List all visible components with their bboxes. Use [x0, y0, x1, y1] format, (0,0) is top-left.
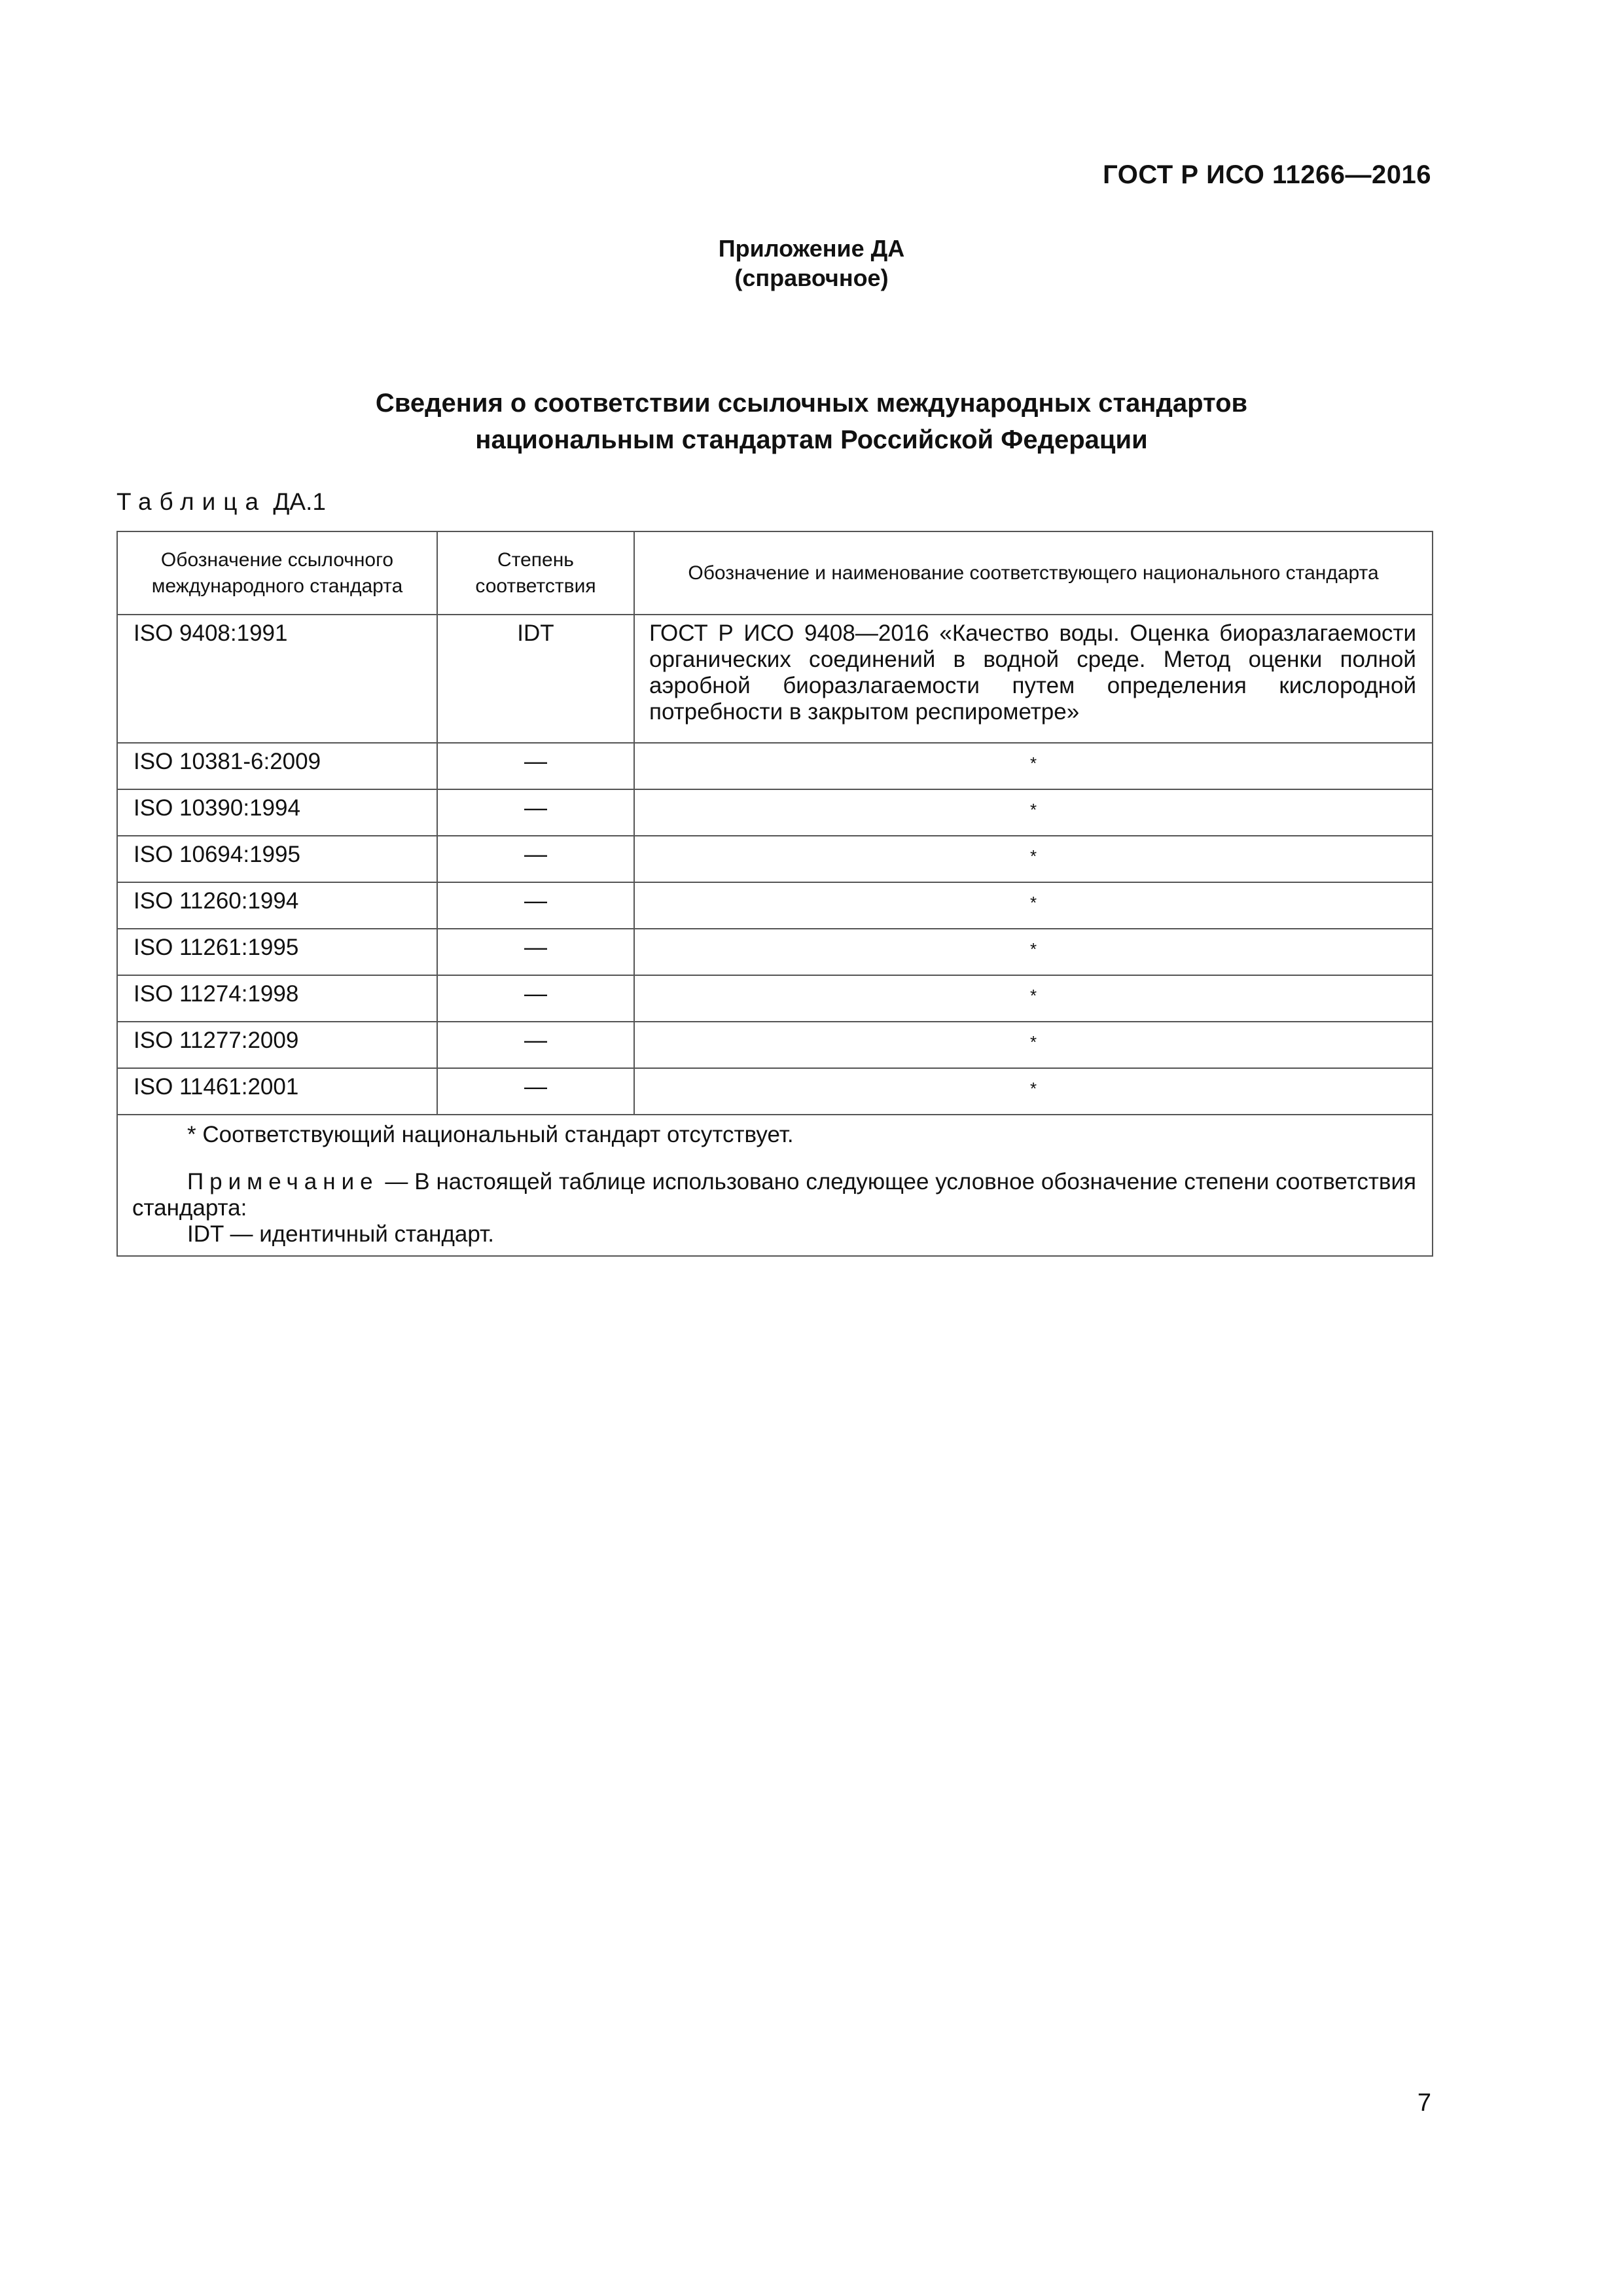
cell-degree: IDT [437, 615, 634, 743]
cell-code: ISO 10381-6:2009 [117, 743, 437, 789]
appendix-title: Приложение ДА [718, 235, 905, 262]
missing-marker: * [1029, 1032, 1037, 1052]
page-number: 7 [1417, 2089, 1431, 2117]
table-row [117, 1068, 1433, 1115]
cell-code: ISO 11261:1995 [117, 929, 437, 975]
cell-degree: — [437, 743, 634, 789]
cell-degree: — [437, 1022, 634, 1068]
cell-degree: — [437, 1068, 634, 1115]
table-caption-number: ДА.1 [273, 488, 326, 515]
document-code: ГОСТ Р ИСО 11266—2016 [1103, 160, 1431, 189]
note-label: Примечание [187, 1169, 379, 1194]
cell-degree: — [437, 975, 634, 1022]
cell-national [634, 975, 1433, 1022]
missing-marker: * [1029, 753, 1037, 773]
section-title [0, 385, 1623, 458]
footnote: * Соответствующий национальный стандарт отсутствует. [187, 1122, 794, 1147]
table-caption [116, 487, 326, 517]
cell-code: ISO 10390:1994 [117, 789, 437, 836]
header-degree: Степень соответствия [437, 531, 634, 615]
table-row [117, 882, 1433, 929]
table-header-row [117, 531, 1433, 615]
appendix-type: (справочное) [734, 264, 889, 291]
cell-code: ISO 10694:1995 [117, 836, 437, 882]
cell-code: ISO 11277:2009 [117, 1022, 437, 1068]
cell-code: ISO 11260:1994 [117, 882, 437, 929]
section-title-line-1: Сведения о соответствии ссылочных международных стандартов [375, 389, 1248, 418]
cell-national: ГОСТ Р ИСО 9408—2016 «Качество воды. Оценка биоразлагаемости органических соединений в водной среде. Метод оценки полной аэробной биоразлагаемости путем определения кислородной потребности в закрытом респирометре» [634, 615, 1433, 743]
missing-marker: * [1029, 893, 1037, 912]
missing-marker: * [1029, 939, 1037, 959]
table-row [117, 975, 1433, 1022]
cell-degree: — [437, 836, 634, 882]
table-row [117, 1022, 1433, 1068]
section-title-line-2: национальным стандартам Российской Федерации [475, 425, 1148, 454]
missing-marker: * [1029, 1079, 1037, 1098]
correspondence-table [116, 531, 1433, 1257]
table-row [117, 615, 1433, 743]
cell-national [634, 882, 1433, 929]
table-row [117, 836, 1433, 882]
cell-degree: — [437, 929, 634, 975]
table-row [117, 789, 1433, 836]
table-footer-row [117, 1115, 1433, 1256]
cell-national [634, 1068, 1433, 1115]
cell-national [634, 743, 1433, 789]
header-national-standard: Обозначение и наименование соответствующего национального стандарта [634, 531, 1433, 615]
header-international-code: Обозначение ссылочного международного стандарта [117, 531, 437, 615]
appendix-heading [0, 234, 1623, 293]
note-idt-definition: IDT — идентичный стандарт. [187, 1221, 494, 1247]
missing-marker: * [1029, 846, 1037, 866]
table-row [117, 743, 1433, 789]
cell-code: ISO 11461:2001 [117, 1068, 437, 1115]
cell-code: ISO 9408:1991 [117, 615, 437, 743]
cell-degree: — [437, 882, 634, 929]
table-row [117, 929, 1433, 975]
missing-marker: * [1029, 986, 1037, 1005]
missing-marker: * [1029, 800, 1037, 819]
cell-national [634, 789, 1433, 836]
cell-code: ISO 11274:1998 [117, 975, 437, 1022]
table-caption-word: Таблица [116, 488, 267, 515]
cell-national [634, 929, 1433, 975]
cell-degree: — [437, 789, 634, 836]
table-footer [117, 1115, 1433, 1256]
table-note [132, 1169, 1416, 1221]
note-text: — В настоящей таблице использовано следующее условное обозначение степени соответствия стандарта: [132, 1169, 1416, 1221]
cell-national [634, 836, 1433, 882]
cell-national [634, 1022, 1433, 1068]
